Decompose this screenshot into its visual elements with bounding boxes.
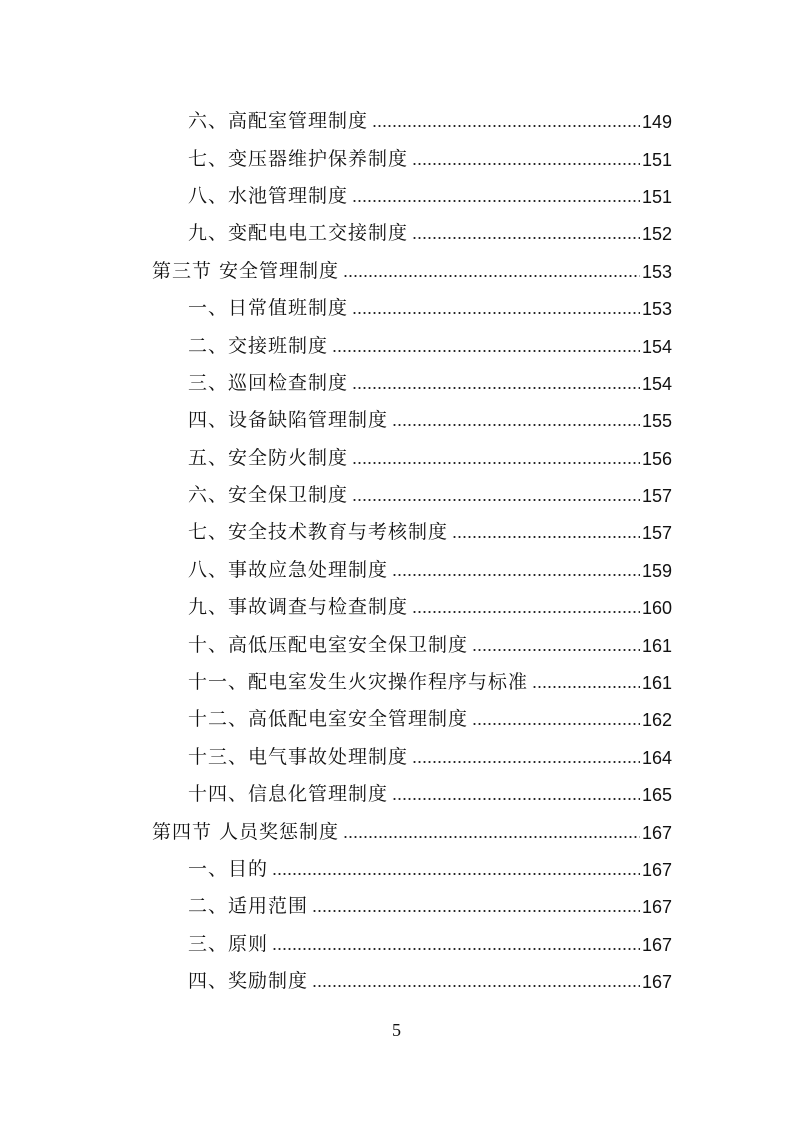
dot-leader (343, 835, 640, 839)
toc-entry-label: 十四、信息化管理制度 (188, 783, 389, 806)
toc-entry-label: 二、适用范围 (188, 895, 309, 918)
toc-entry-page-number: 161 (641, 673, 672, 694)
dot-leader (312, 909, 640, 913)
toc-entry-page-number: 153 (641, 261, 672, 282)
dot-leader (352, 311, 640, 315)
toc-entry[interactable] (0, 475, 793, 512)
dot-leader (452, 535, 640, 539)
toc-entry[interactable] (0, 774, 793, 811)
dot-leader (343, 274, 640, 278)
toc-entry-page-number: 152 (641, 224, 672, 245)
toc-entry-label: 七、变压器维护保养制度 (188, 147, 409, 170)
toc-entry-page-number: 149 (641, 112, 672, 133)
toc-entry-page-number: 162 (641, 710, 672, 731)
dot-leader (392, 423, 640, 427)
toc-entry-page-number: 157 (641, 523, 672, 544)
toc-section-entry[interactable] (0, 811, 793, 848)
toc-entry-label: 八、水池管理制度 (188, 184, 349, 207)
toc-entry-page-number: 160 (641, 598, 672, 619)
toc-entry-page-number: 167 (641, 897, 672, 918)
toc-entry-page-number: 159 (641, 560, 672, 581)
toc-entry-page-number: 154 (641, 336, 672, 357)
toc-entry-page-number: 164 (641, 747, 672, 768)
toc-entry-label: 三、原则 (188, 932, 269, 955)
toc-entry-page-number: 167 (641, 860, 672, 880)
toc-entry[interactable] (0, 924, 793, 961)
toc-entry-page-number: 167 (641, 822, 672, 843)
toc-entry-label: 六、高配室管理制度 (188, 110, 369, 133)
toc-entry-label: 四、设备缺陷管理制度 (188, 409, 389, 432)
toc-entry[interactable] (0, 101, 793, 138)
dot-leader (352, 498, 640, 502)
toc-entry-label: 十一、配电室发生火灾操作程序与标准 (188, 671, 529, 694)
dot-leader (412, 610, 640, 614)
dot-leader (472, 722, 640, 726)
dot-leader (412, 162, 640, 166)
toc-entry-label: 一、目的 (188, 858, 269, 880)
toc-entry-page-number: 153 (641, 299, 672, 320)
dot-leader (352, 199, 640, 203)
toc-entry[interactable] (0, 849, 793, 886)
toc-entry-label: 十、高低压配电室安全保卫制度 (188, 633, 469, 656)
dot-leader (412, 236, 640, 240)
dot-leader (352, 461, 640, 465)
toc-entry-label: 七、安全技术教育与考核制度 (188, 521, 449, 544)
toc-entry[interactable] (0, 176, 793, 213)
toc-entry-label: 三、巡回检查制度 (188, 371, 349, 394)
toc-entry[interactable] (0, 699, 793, 736)
toc-entry-page-number: 151 (641, 149, 672, 170)
dot-leader (392, 797, 640, 801)
toc-entry-label: 四、奖励制度 (188, 970, 309, 993)
toc-entry[interactable] (0, 587, 793, 624)
toc-entry-page-number: 161 (641, 635, 672, 656)
toc-entry-label: 十三、电气事故处理制度 (188, 745, 409, 768)
toc-entry[interactable] (0, 737, 793, 774)
toc-entry-label: 五、安全防火制度 (188, 446, 349, 469)
toc-entry[interactable] (0, 550, 793, 587)
dot-leader (392, 573, 640, 577)
toc-entry-label: 九、变配电电工交接制度 (188, 222, 409, 245)
toc-entry-page-number: 165 (641, 785, 672, 806)
toc-entry[interactable] (0, 400, 793, 437)
toc-entry[interactable] (0, 288, 793, 325)
toc-entry-label: 二、交接班制度 (188, 334, 329, 357)
dot-leader (472, 648, 640, 652)
dot-leader (272, 872, 640, 876)
toc-entry-label: 第四节 人员奖惩制度 (152, 820, 340, 843)
toc-entry[interactable] (0, 886, 793, 923)
dot-leader (332, 349, 640, 353)
toc-entry[interactable] (0, 138, 793, 175)
toc-entry-label: 十二、高低配电室安全管理制度 (188, 708, 469, 731)
toc-entry-page-number: 167 (641, 934, 672, 955)
toc-section-entry[interactable] (0, 251, 793, 288)
dot-leader (532, 685, 640, 689)
toc-entry[interactable] (0, 512, 793, 549)
toc-entry[interactable] (0, 438, 793, 475)
dot-leader (412, 760, 640, 764)
toc-entry-label: 第三节 安全管理制度 (152, 259, 340, 282)
toc-entry-page-number: 155 (641, 411, 672, 432)
toc-entry[interactable] (0, 213, 793, 250)
toc-entry-page-number: 151 (641, 186, 672, 207)
toc-entry[interactable] (0, 325, 793, 362)
toc-entry-page-number: 157 (641, 486, 672, 507)
dot-leader (352, 386, 640, 390)
toc-entry-label: 八、事故应急处理制度 (188, 558, 389, 581)
dot-leader (372, 124, 640, 128)
dot-leader (312, 984, 640, 988)
toc-entry[interactable] (0, 363, 793, 400)
dot-leader (272, 947, 640, 951)
toc-entry[interactable] (0, 624, 793, 661)
toc-entry-page-number: 154 (641, 373, 672, 394)
toc-entry-page-number: 156 (641, 448, 672, 469)
toc-entry-label: 九、事故调查与检查制度 (188, 596, 409, 619)
table-of-contents (0, 101, 793, 998)
toc-entry[interactable] (0, 662, 793, 699)
toc-entry[interactable] (0, 961, 793, 998)
toc-entry-page-number: 167 (641, 972, 672, 993)
toc-entry-label: 一、日常值班制度 (188, 297, 349, 320)
page-number: 5 (392, 1020, 401, 1040)
toc-entry-label: 六、安全保卫制度 (188, 484, 349, 507)
